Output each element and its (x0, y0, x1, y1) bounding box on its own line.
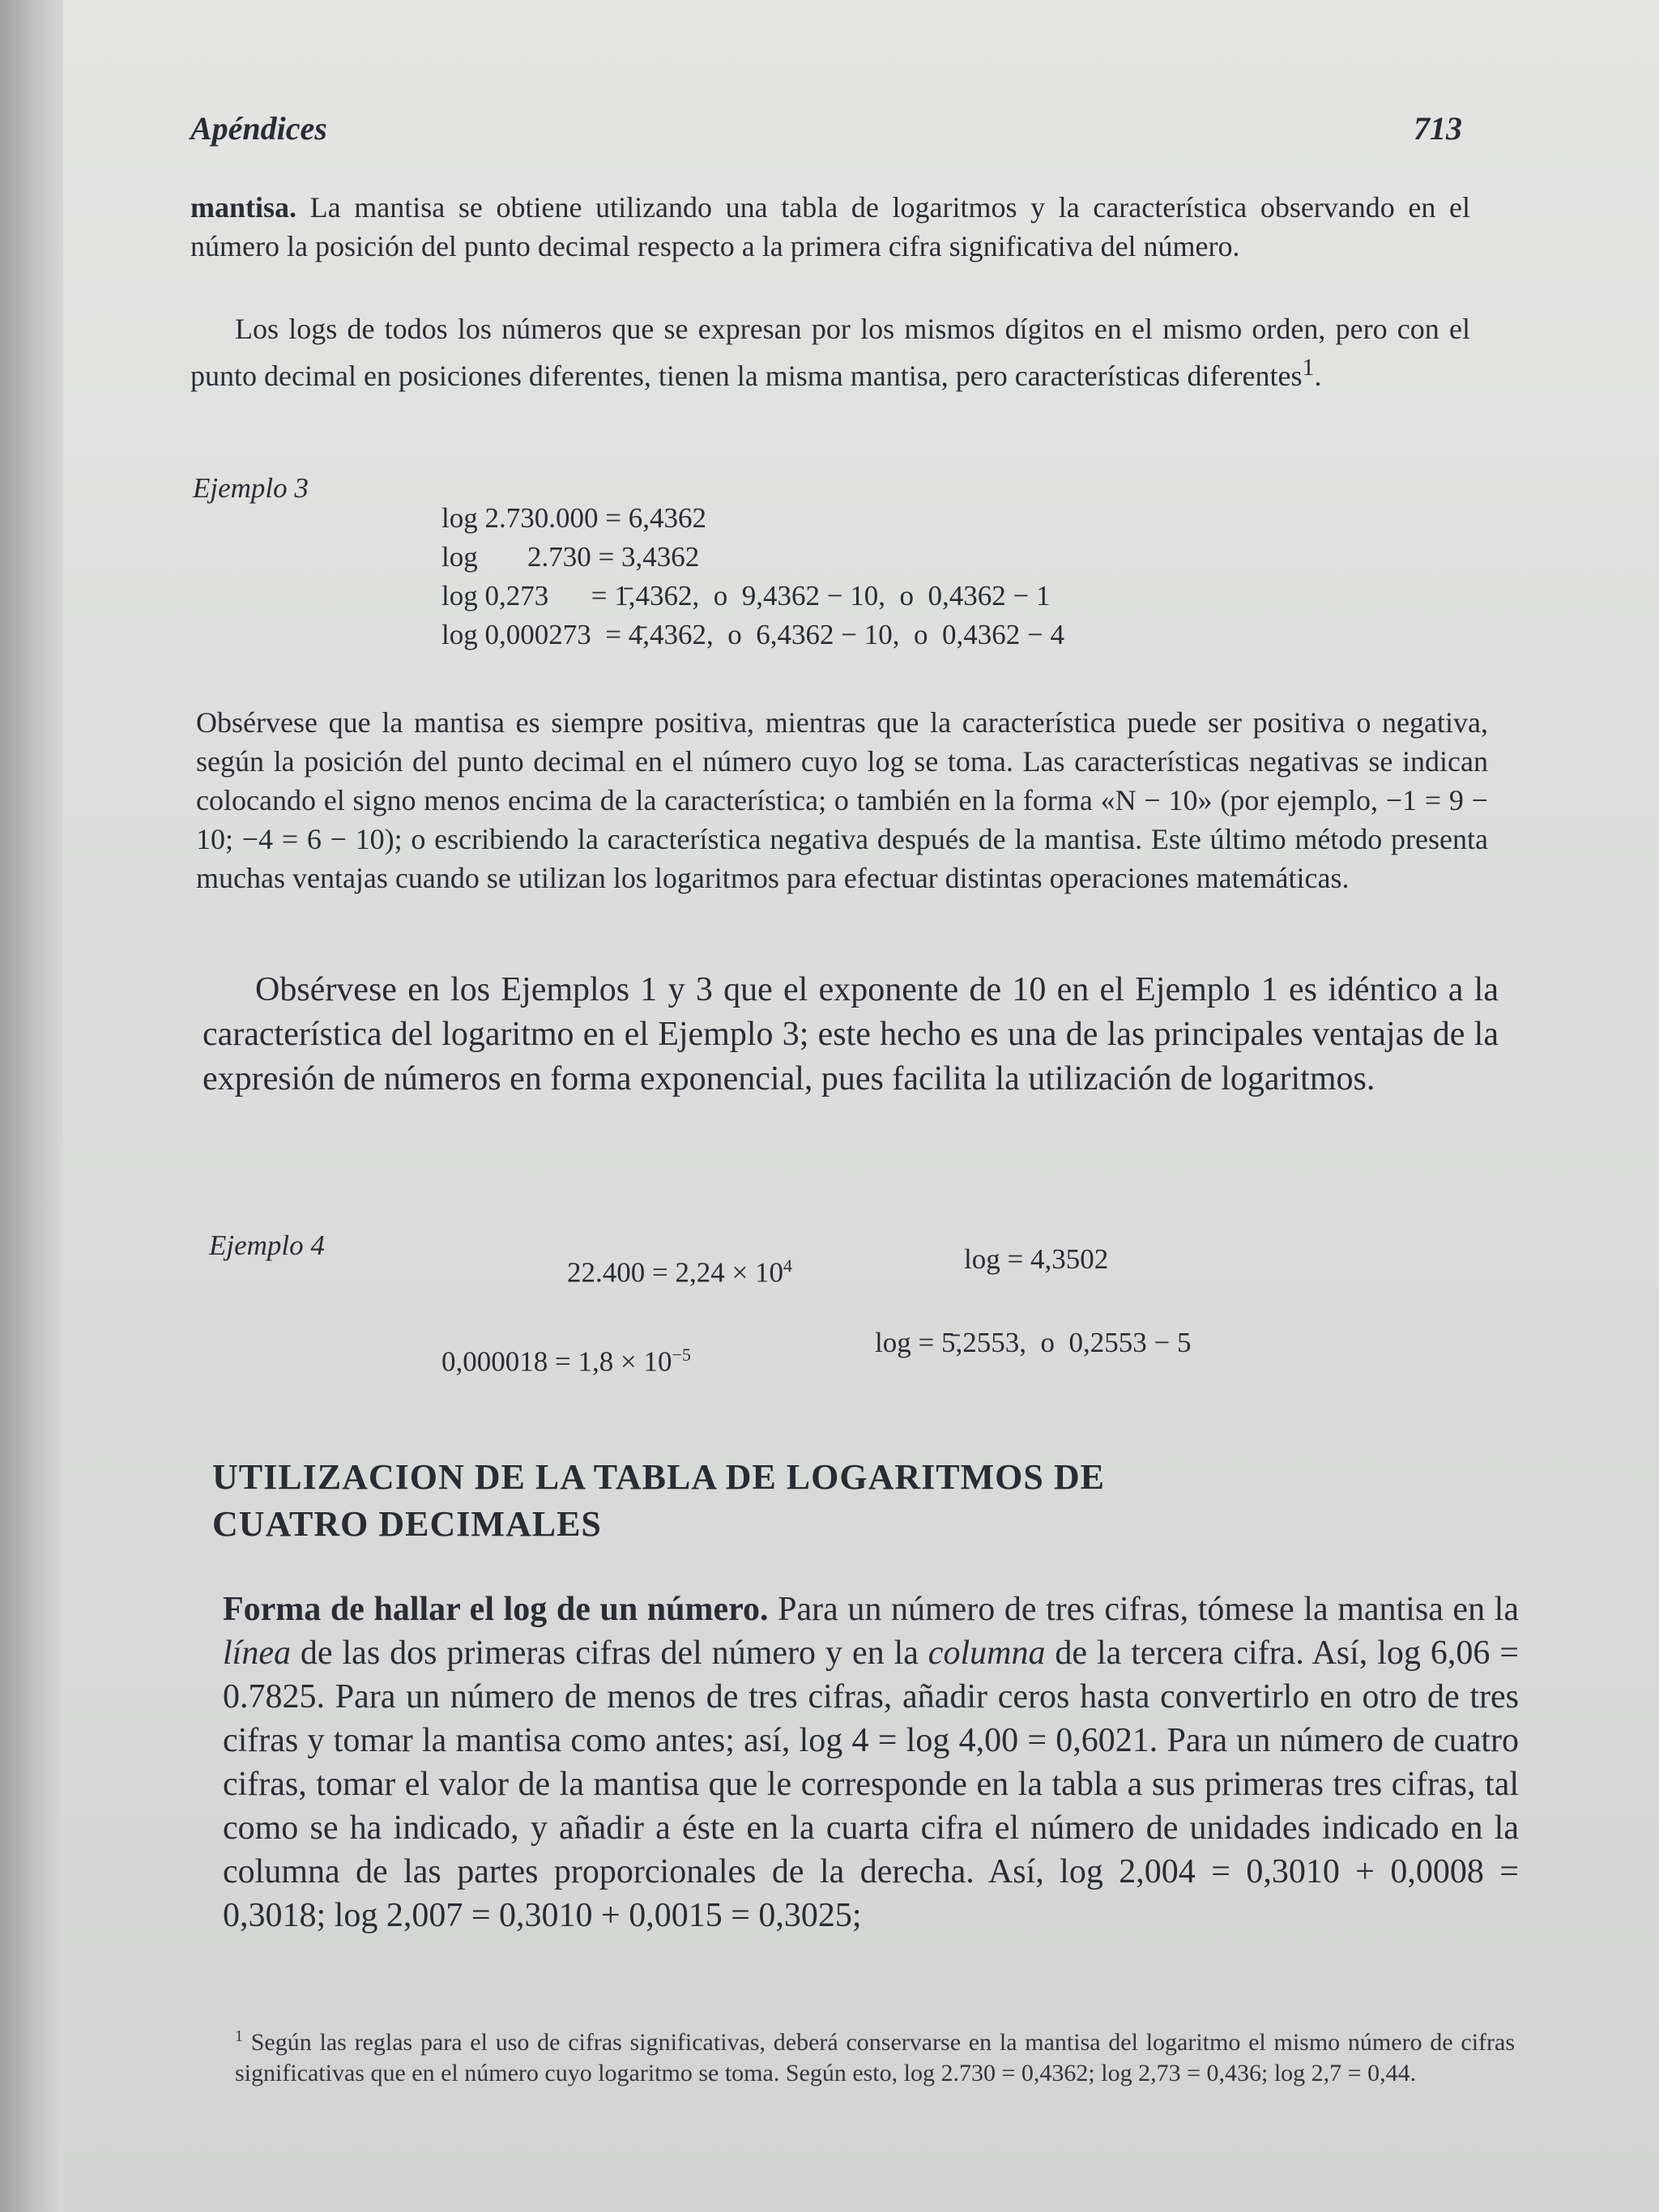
forma-text-1: Para un número de tres cifras, tómese la mantisa en la (768, 1591, 1519, 1628)
intro-text-2-end: . (1314, 360, 1322, 392)
intro-text-1: La mantisa se obtiene utilizando una tabla de logaritmos y la característica observando en el número la posición del punto decimal respecto a la primera cifra significativa del número. (190, 191, 1470, 262)
example-4-eq-2 (441, 1345, 691, 1379)
example-4-eq-2-exponent: −5 (672, 1345, 691, 1365)
forma-text-3: de la tercera cifra. Así, log 6,06 = 0.7825. Para un número de menos de tres cifras, añadir ceros hasta convertirlo en otro de tres cifras y tomar la mantisa como antes; así, log 4 = log 4,00 = 0,6021. Para un número de cuatro cifras, tomar el valor de la mantisa que le corresponde en la tabla a sus primeras tres cifras, tal como se ha indicado, y añadir a éste en la cuarta cifra el número de unidades indicado en la columna de las partes proporcionales de la derecha. Así, log 2,004 = 0,3010 + 0,0008 = 0,3018; log 2,007 = 0,3010 + 0,0015 = 0,3025; (223, 1634, 1519, 1934)
forma-lead: Forma de hallar el log de un número. (223, 1591, 769, 1628)
section-heading-line-1: UTILIZACION DE LA TABLA DE LOGARITMOS DE (212, 1457, 1105, 1497)
footnote-text: Según las reglas para el uso de cifras significativas, deberá conservarse en la mantisa del logaritmo el mismo número de cifras significativas que en el número cuyo logaritmo se toma. Según esto, log 2.730 = 0,4362; log 2,73 = 0,436; log 2,7 = 0,44. (235, 2029, 1515, 2086)
running-head (190, 109, 1462, 158)
footnote-mark: 1 (235, 2027, 243, 2045)
footnote-ref: 1 (1302, 354, 1315, 381)
intro-paragraph-1 (190, 188, 1470, 266)
example-4-eq-1 (567, 1255, 792, 1289)
example-4-eq-2-log: log = 5̄,2553, o 0,2553 − 5 (875, 1327, 1192, 1358)
example-4-eq-1-exponent: 4 (783, 1255, 792, 1276)
example-4-label: Ejemplo 4 (209, 1230, 325, 1261)
example-4-eq-1-left: 22.400 = 2,24 × 10 (567, 1256, 783, 1289)
forma-paragraph (223, 1588, 1519, 1937)
example-3-line-3: log 0,273 = 1̄,4362, o 9,4362 − 10, o 0,4362 − 1 (441, 580, 1051, 612)
observe-paragraph-2: Obsérvese en los Ejemplos 1 y 3 que el exponente de 10 en el Ejemplo 1 es idéntico a la característica del logaritmo en el Ejemplo 3; este hecho es una de las principales ventajas de la expresión de números en forma exponencial, pues facilita la utilización de logaritmos. (203, 971, 1499, 1097)
example-3-line-4: log 0,000273 = 4̄,4362, o 6,4362 − 10, o 0,4362 − 4 (441, 619, 1064, 650)
example-3-line-1: log 2.730.000 = 6,4362 (441, 502, 706, 534)
intro-lead-term: mantisa. (190, 191, 297, 224)
running-title: Apéndices (190, 110, 327, 147)
footnote (235, 2021, 1515, 2089)
forma-italic-linea: línea (223, 1634, 291, 1672)
section-heading (212, 1454, 1346, 1548)
example-3-line-2: log 2.730 = 3,4362 (441, 541, 700, 573)
example-4-eq-1-log: log = 4,3502 (964, 1243, 1109, 1275)
intro-paragraph-2 (190, 309, 1470, 395)
page-number: 713 (1414, 110, 1462, 147)
intro-text-2: Los logs de todos los números que se expresan por los mismos dígitos en el mismo orden, pero con el punto decimal en posiciones diferentes, tienen la misma mantisa, pero características diferentes (190, 313, 1470, 392)
page-gutter (0, 0, 63, 2212)
section-heading-line-2: CUATRO DECIMALES (212, 1504, 602, 1544)
example-3-label: Ejemplo 3 (193, 472, 309, 504)
observe-paragraph-1: Obsérvese que la mantisa es siempre positiva, mientras que la característica puede ser positiva o negativa, según la posición del punto decimal en el número cuyo log se toma. Las características negativas se indican colocando el signo menos encima de la característica; o también en la forma «N − 10» (por ejemplo, −1 = 9 − 10; −4 = 6 − 10); o escribiendo la característica negativa después de la mantisa. Este último método presenta muchas ventajas cuando se utilizan los logaritmos para efectuar distintas operaciones matemáticas. (196, 706, 1488, 894)
example-4-eq-2-left: 0,000018 = 1,8 × 10 (441, 1345, 672, 1378)
forma-text-2: de las dos primeras cifras del número y en la (290, 1634, 928, 1672)
forma-italic-columna: columna (928, 1634, 1046, 1672)
